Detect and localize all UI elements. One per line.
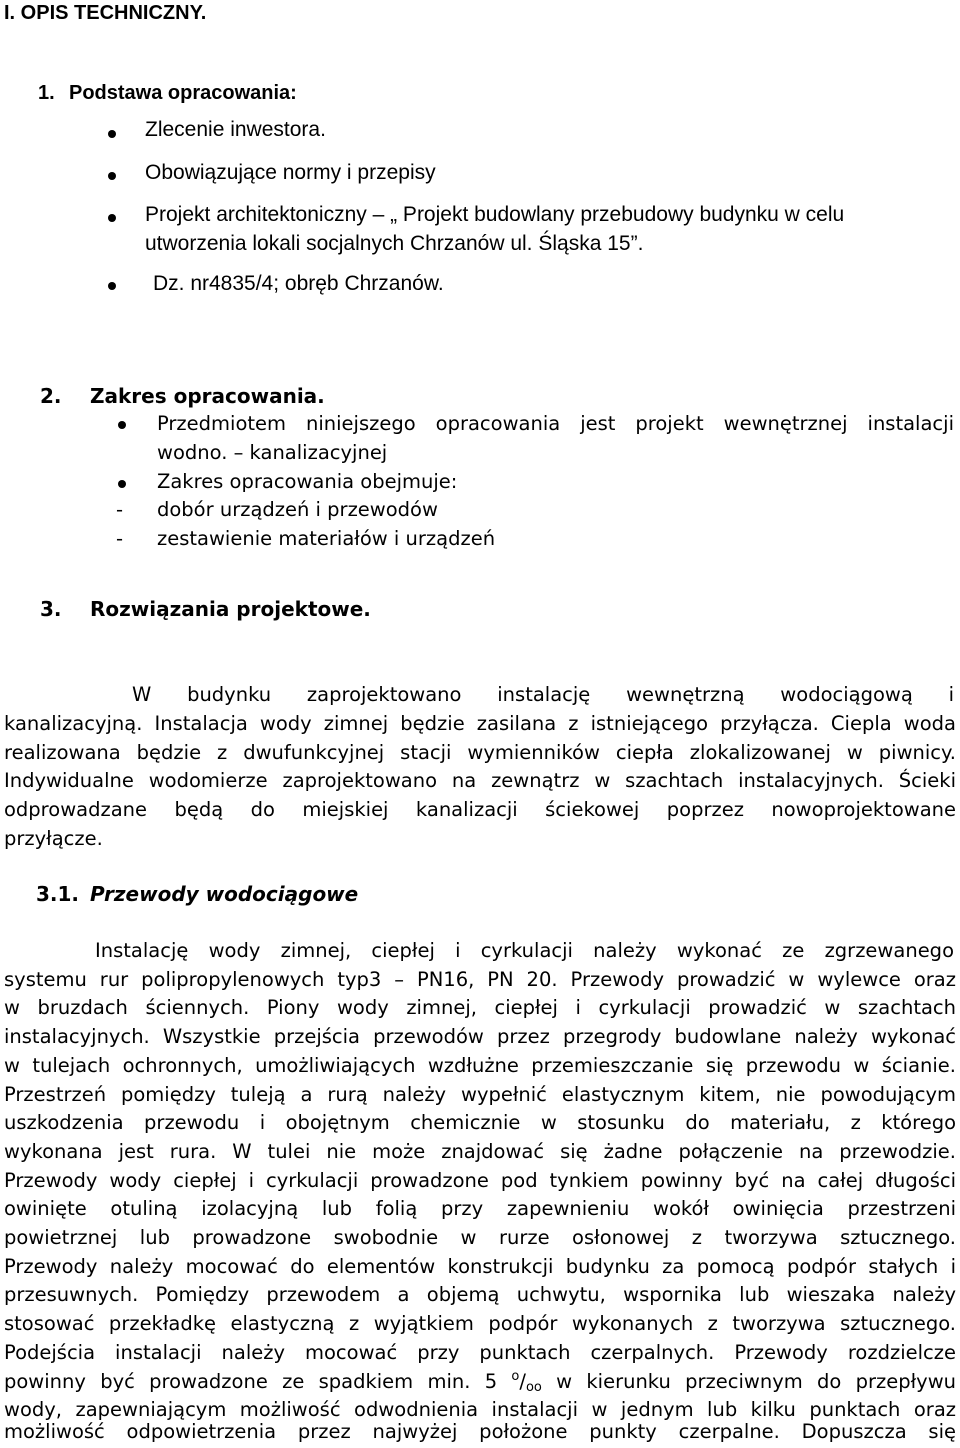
list-item: Zlecenie inwestora. <box>145 118 326 141</box>
section-1-number: 1. <box>38 82 55 104</box>
section-1-heading: Podstawa opracowania: <box>69 82 297 104</box>
dash-item: zestawienie materiałów i urządzeń <box>157 527 496 550</box>
section-3-heading: Rozwiązania projektowe. <box>90 597 371 621</box>
paragraph-line: przyłącze. <box>4 827 103 850</box>
section-2-number: 2. <box>40 384 62 408</box>
dash-item: dobór urządzeń i przewodów <box>157 498 438 521</box>
paragraph-line: kanalizacyjną. Instalacja wody zimnej będzie zasilana z istniejącego przyłącza. Ciepla woda <box>4 712 956 735</box>
paragraph-line: Przestrzeń pomiędzy tuleją a rurą należy wypełnić elastycznym kitem, nie powodującym <box>4 1083 956 1106</box>
permille-sub: oo <box>525 1380 542 1395</box>
list-item: Projekt architektoniczny – „ Projekt budowlany przebudowy budynku w celu <box>145 203 845 226</box>
dash-marker: - <box>116 498 124 521</box>
paragraph-line: wody, zapewniającym możliwość odwodnienia instalacji w jednym lub kilku punktach oraz <box>4 1398 956 1421</box>
list-item-continuation: utworzenia lokali socjalnych Chrzanów ul. Śląska 15”. <box>145 232 644 255</box>
paragraph-line: Przewody należy mocować do elementów konstrukcji budynku za pomocą podpór stałych i <box>4 1255 956 1278</box>
paragraph-line: możliwość odpowietrzenia przez najwyżej położone punkty czerpalne. Dopuszcza się <box>4 1420 956 1443</box>
bullet-icon <box>108 214 116 222</box>
paragraph-line: instalacyjnych. Wszystkie przejścia przewodów przez przegrody budowlane należy wykonać <box>4 1025 956 1048</box>
paragraph-line: W budynku zaprojektowano instalację wewnętrzną wodociągową i <box>132 683 954 706</box>
slope-text-before: powinny być prowadzone ze spadkiem min. 5 <box>4 1370 512 1393</box>
dash-marker: - <box>116 527 124 550</box>
paragraph-line: stosować przekładkę elastyczną z wyjątkiem podpór wykonanych z tworzywa sztucznego. <box>4 1312 956 1335</box>
bullet-icon <box>118 480 126 488</box>
section-3-1-number: 3.1. <box>36 882 80 906</box>
paragraph-line: realizowana będzie z dwufunkcyjnej stacji wymienników ciepła zlokalizowanej w piwnicy. <box>4 741 956 764</box>
permille-slash: / <box>519 1370 526 1393</box>
list-item: Dz. nr4835/4; obręb Chrzanów. <box>153 272 444 295</box>
bullet-icon <box>118 421 126 429</box>
paragraph-line-slope <box>4 1369 956 1395</box>
bullet-icon <box>108 130 116 138</box>
document-title: I. OPIS TECHNICZNY. <box>4 2 207 24</box>
slope-text-after: w kierunku przeciwnym do przepływu <box>541 1370 956 1393</box>
bullet-icon <box>108 282 116 290</box>
list-item: Przedmiotem niniejszego opracowania jest projekt wewnętrznej instalacji <box>157 412 954 435</box>
permille-sup: o <box>511 1369 520 1384</box>
paragraph-line: uszkodzenia przewodu i obojętnym chemicznie w stosunku do materiału, z którego <box>4 1111 956 1134</box>
paragraph-line: Przewody wody ciepłej i cyrkulacji prowadzone pod tynkiem powinny być na całej długości <box>4 1169 956 1192</box>
list-item: Obowiązujące normy i przepisy <box>145 161 436 184</box>
bullet-icon <box>108 172 116 180</box>
paragraph-line: Instalację wody zimnej, ciepłej i cyrkulacji należy wykonać ze zgrzewanego <box>95 939 954 962</box>
section-3-1-heading: Przewody wodociągowe <box>90 882 359 906</box>
paragraph-line: w bruzdach ściennych. Piony wody zimnej, ciepłej i cyrkulacji prowadzić w szachtach <box>4 996 956 1019</box>
section-3-number: 3. <box>40 597 62 621</box>
paragraph-line: owinięte otuliną izolacyjną lub folią przy zapewnieniu wokół owinięcia przestrzeni <box>4 1197 956 1220</box>
paragraph-line: systemu rur polipropylenowych typ3 – PN16, PN 20. Przewody prowadzić w wylewce oraz <box>4 968 956 991</box>
paragraph-line: Podejścia instalacji należy mocować przy punktach czerpalnych. Przewody rozdzielcze <box>4 1341 956 1364</box>
section-2-heading: Zakres opracowania. <box>90 384 325 408</box>
list-item-continuation: wodno. – kanalizacyjnej <box>157 441 388 464</box>
paragraph-line: Indywidualne wodomierze zaprojektowano na zewnątrz w szachtach instalacyjnych. Ścieki <box>4 769 956 792</box>
list-item: Zakres opracowania obejmuje: <box>157 470 458 493</box>
paragraph-line: wykonana jest rura. W tulei nie może znajdować się żadne połączenie na przewodzie. <box>4 1140 956 1163</box>
paragraph-line: odprowadzane będą do miejskiej kanalizacji ściekowej poprzez nowoprojektowane <box>4 798 956 821</box>
paragraph-line: przesuwnych. Pomiędzy przewodem a objemą uchwytu, wspornika lub wieszaka należy <box>4 1283 956 1306</box>
paragraph-line: powietrznej lub prowadzone swobodnie w rurze osłonowej z tworzywa sztucznego. <box>4 1226 956 1249</box>
paragraph-line: w tulejach ochronnych, umożliwiających wzdłużne przemieszczanie się przewodu w ścianie. <box>4 1054 956 1077</box>
